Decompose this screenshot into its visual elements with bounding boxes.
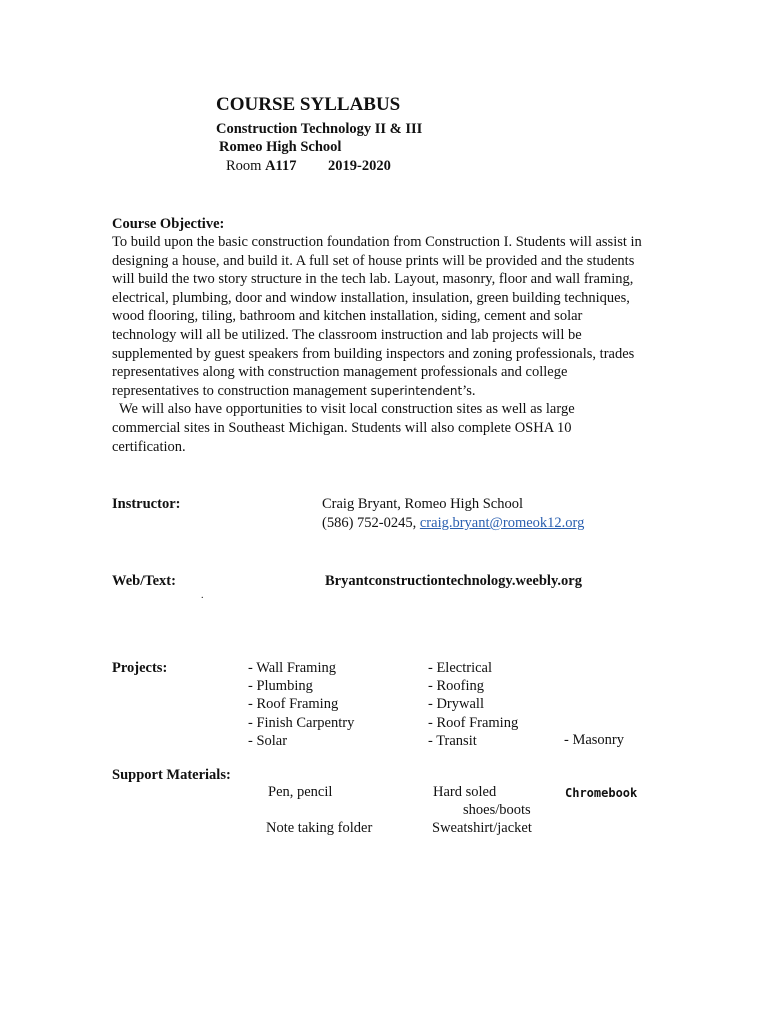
objective-paragraph-1-end: ’s. [462,382,476,399]
support-item-sweatshirt: Sweatshirt/jacket [432,820,532,836]
objective-paragraph-1: To build upon the basic construction foundation from Construction I. Students will assist in designing a house, and build it. A full set of house prints will be provided and the students will build the two story structure in the tech lab. Layout, masonry, floor and wall framing, electrical, plumbing, door and window installation, insulation, green building techniques, wood flooring, tiling, bathroom and kitchen installation, siding, cement and solar technology will all be utilized. The classroom instruction and lab projects will be supplemented by guest speakers from building inspectors and zoning professionals, trades representatives along with construction management professionals and college representatives to construction management [112,234,642,399]
stray-dot: . [201,590,204,601]
projects-label: Projects: [112,660,168,676]
support-item-folder: Note taking folder [266,820,373,836]
project-item: - Plumbing [248,678,313,695]
web-label: Web/Text: [112,573,176,589]
project-item: - Solar [248,732,288,749]
projects-column-1 [248,659,354,750]
project-item: - Electrical [428,660,492,676]
objective-heading: Course Objective: [112,216,225,232]
project-item: - Drywall [428,696,484,713]
project-item: - Roof Framing [248,696,339,713]
instructor-phone: (586) 752-0245, [322,515,417,531]
instructor-name: Craig Bryant, Romeo High School [322,496,523,512]
support-label: Support Materials: [112,767,231,783]
instructor-email-link[interactable]: craig.bryant@romeok12.org [419,515,585,531]
project-item: - Finish Carpentry [248,714,355,731]
support-item-shoes-cont: shoes/boots [463,802,531,818]
project-item: - Roofing [428,678,484,695]
room-number: A117 [265,158,297,174]
document-title: COURSE SYLLABUS [216,94,401,115]
project-item: - Transit [428,732,477,749]
objective-word: superintendent [370,383,463,398]
support-item-chromebook: Chromebook [565,786,638,800]
projects-column-2 [428,659,518,750]
school-year: 2019-2020 [328,158,391,174]
objective-text [112,233,642,456]
room-label: Room [226,158,262,174]
support-item-shoes: Hard soled [433,784,497,800]
instructor-label: Instructor: [112,496,181,512]
objective-paragraph-2: We will also have opportunities to visit local construction sites as well as large commercial sites in Southeast Michigan. Students will also complete OSHA 10 certification. [112,401,575,455]
project-item-masonry: - Masonry [564,732,625,748]
course-name: Construction Technology II & III [216,121,423,137]
room-line [226,158,297,175]
project-item: - Roof Framing [428,714,519,731]
web-url: Bryantconstructiontechnology.weebly.org [325,573,582,589]
school-name: Romeo High School [219,139,342,155]
project-item: - Wall Framing [248,660,336,676]
instructor-contact [322,515,584,532]
support-item-pen: Pen, pencil [268,784,333,800]
